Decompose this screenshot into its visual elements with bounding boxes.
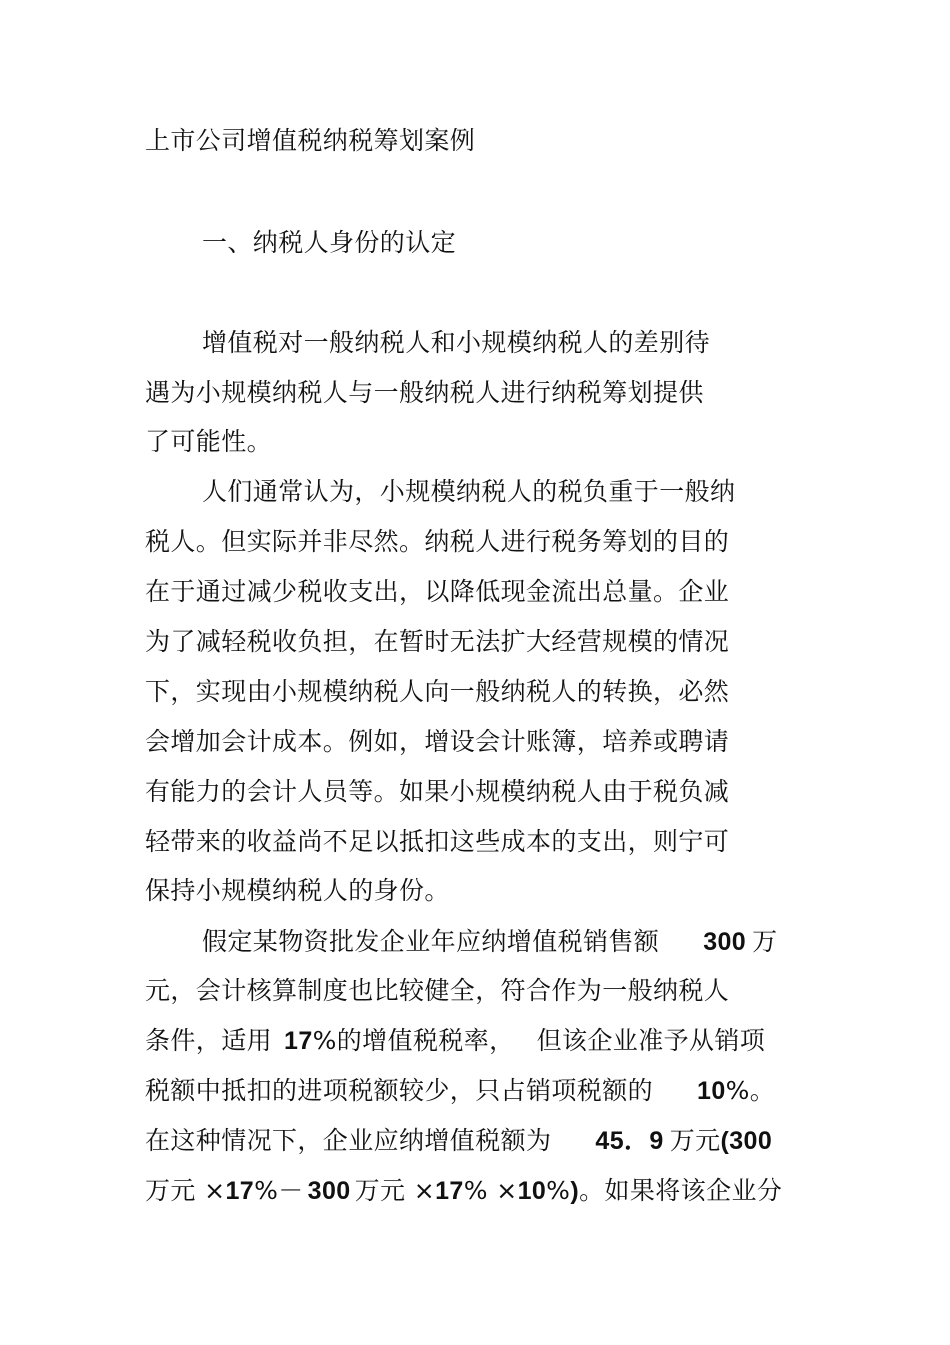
number-run: 10: [517, 1177, 547, 1205]
text-run: 税额中抵扣的进项税额较少，只占销项税额的: [145, 1076, 654, 1105]
paragraph-line: [145, 976, 729, 1006]
paragraph-line: 为了减轻税收负担，在暂时无法扩大经营规模的情况: [145, 627, 730, 656]
number-run: 300: [307, 1177, 351, 1205]
text-run: %－: [254, 1176, 304, 1205]
number-run: 17: [225, 1177, 255, 1205]
number-run: (300: [720, 1127, 773, 1155]
paragraph-line: 保持小规模纳税人的身份。: [145, 876, 450, 905]
paragraph-line: [145, 1176, 782, 1206]
number-run: 10: [697, 1077, 726, 1105]
paragraph-line: 了可能性。: [145, 427, 273, 456]
paragraph-line: 增值税对一般纳税人和小规模纳税人的差别待: [202, 328, 711, 357]
paragraph-line: 人们通常认为，小规模纳税人的税负重于一般纳: [202, 477, 736, 506]
text-run: %。: [725, 1076, 776, 1105]
number-run: 17: [435, 1177, 464, 1205]
paragraph-line: [202, 927, 778, 957]
paragraph-line: 轻带来的收益尚不足以抵扣这些成本的支出，则宁可: [145, 827, 730, 856]
number-run: 45．9: [595, 1127, 664, 1155]
text-run: %的增值税税率，: [312, 1026, 515, 1055]
text-run: 。如果将该企业分: [579, 1176, 783, 1205]
paragraph-line: [145, 1126, 772, 1156]
paragraph-line: 有能力的会计人员等。如果小规模纳税人由于税负减: [145, 777, 730, 806]
section-heading: 一、纳税人身份的认定: [202, 228, 457, 257]
text-run: 万元: [669, 1126, 721, 1155]
paragraph-line: [145, 1076, 775, 1106]
text-run: 条件，适用: [145, 1026, 273, 1055]
document-title: 上市公司增值税纳税筹划案例: [145, 126, 476, 155]
number-run: 300: [703, 928, 747, 956]
paragraph-line: 会增加会计成本。例如，增设会计账簿，培养或聘请: [145, 727, 730, 756]
text-run: %: [546, 1176, 571, 1205]
text-run: 元，会计核算制度也比较健全，符合作为一般纳税人: [145, 976, 730, 1005]
paragraph-line: 遇为小规模纳税人与一般纳税人进行纳税筹划提供: [145, 378, 704, 407]
text-run: 万: [752, 927, 778, 956]
text-run: 假定某物资批发企业年应纳增值税销售额: [202, 927, 660, 956]
text-run: 万元 ×: [354, 1176, 436, 1205]
paragraph-line: 在于通过减少税收支出，以降低现金流出总量。企业: [145, 577, 730, 606]
text-run: 万元 ×: [145, 1176, 226, 1205]
paragraph-line: [145, 1026, 765, 1056]
number-run: 17: [284, 1027, 313, 1055]
number-run: ): [570, 1177, 580, 1205]
paragraph-line: 下，实现由小规模纳税人向一般纳税人的转换，必然: [145, 677, 730, 706]
text-run: 但该企业准予从销项: [536, 1026, 766, 1055]
text-run: 在这种情况下，企业应纳增值税额为: [145, 1126, 552, 1155]
paragraph-line: 税人。但实际并非尽然。纳税人进行税务筹划的目的: [145, 527, 730, 556]
text-run: % ×: [463, 1176, 518, 1205]
